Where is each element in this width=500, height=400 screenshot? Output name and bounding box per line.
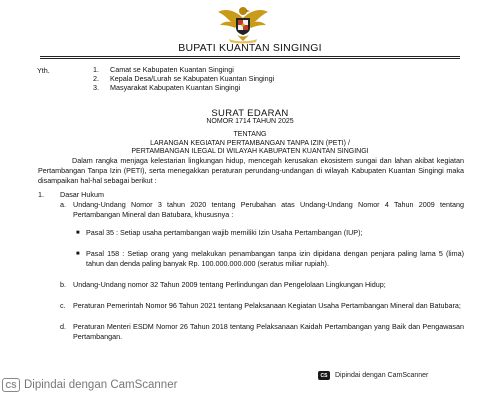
bullet-icon: ■ — [76, 230, 80, 236]
issuer-title: BUPATI KUANTAN SINGINGI — [178, 42, 322, 54]
header-divider-thin — [40, 56, 460, 57]
addressee-label: Yth. — [37, 66, 50, 75]
camscanner-watermark-large — [2, 378, 177, 392]
garuda-emblem-icon — [215, 4, 271, 44]
addressee-text: Masyarakat Kabupaten Kuantan Singingi — [110, 82, 241, 92]
intro-paragraph: Dalam rangka menjaga kelestarian lingkungan hidup, mencegah kerusakan ekosistem sungai dan lahan akibat kegiatan Pertambangan Tanpa Izin (PETI), serta menegakkan peraturan perundang-undangan di wilayah Kabupaten Kuantan Singingi maka disampaikan hal-hal sebagai berikut : — [38, 156, 464, 185]
addressee-number: 3. — [93, 82, 99, 92]
subject-line-1: LARANGAN KEGIATAN PERTAMBANGAN TANPA IZIN (PETI) / — [150, 139, 350, 147]
law-item — [60, 322, 464, 342]
article-item — [76, 228, 464, 238]
camscanner-watermark-small — [318, 371, 428, 380]
law-marker: a. — [60, 200, 66, 209]
circular-subject — [0, 131, 500, 157]
watermark-large-text: Dipindai dengan CamScanner — [24, 379, 178, 391]
law-item — [60, 200, 464, 220]
subject-line-2: PERTAMBANGAN ILEGAL DI WILAYAH KABUPATEN KUANTAN SINGINGI — [131, 148, 369, 156]
law-marker: c. — [60, 301, 66, 310]
law-text: Undang-Undang Nomor 3 tahun 2020 tentang Perubahan atas Undang-Undang Nomor 4 Tahun 2009 tentang Pertambangan Mineral dan Batubara, khususnya : — [73, 200, 464, 219]
bullet-icon: ■ — [76, 251, 80, 257]
addressee-item — [93, 84, 274, 93]
addressee-number: 2. — [93, 73, 99, 83]
section-title: Dasar Hukum — [60, 190, 104, 199]
article-text: Pasal 158 : Setiap orang yang melakukan penambangan tanpa izin dipidana dengan penjara paling lama 5 (lima) tahun dan denda paling banyak Rp. 100.000.000.000 (seratus miliar rupiah). — [86, 249, 464, 268]
section-legal-basis — [38, 190, 104, 199]
addressee-number: 1. — [93, 65, 99, 74]
law-text: Peraturan Menteri ESDM Nomor 26 Tahun 2018 tentang Pelaksanaan Kaidah Pertambangan yang Baik dan Pengawasan Pertambangan. — [73, 322, 464, 341]
law-text: Undang-Undang nomor 32 Tahun 2009 tentang Perlindungan dan Pengelolaan Lingkungan Hidup; — [73, 280, 386, 289]
camscanner-logo-icon: CS — [318, 371, 330, 380]
circular-title: SURAT EDARAN — [211, 108, 289, 119]
addressee-text: Camat se Kabupaten Kuantan Singingi — [110, 65, 234, 74]
addressee-text: Kepala Desa/Lurah se Kabupaten Kuantan Singingi — [110, 73, 275, 83]
law-marker: b. — [60, 280, 66, 289]
law-item — [60, 301, 464, 311]
law-marker: d. — [60, 322, 66, 331]
section-number: 1. — [38, 190, 44, 199]
article-text: Pasal 35 : Setiap usaha pertambangan wajib memiliki Izin Usaha Pertambangan (IUP); — [86, 228, 363, 237]
circular-number: NOMOR 1714 TAHUN 2025 — [206, 118, 294, 125]
camscanner-logo-icon: CS — [2, 378, 20, 392]
addressee-list — [93, 66, 274, 92]
law-text: Peraturan Pemerintah Nomor 96 Tahun 2021 tentang Pelaksanaan Kegiatan Usaha Pertambangan Mineral dan Batubara; — [73, 301, 461, 310]
article-item — [76, 249, 464, 269]
watermark-small-text: Dipindai dengan CamScanner — [335, 372, 429, 379]
header-divider-thick — [40, 58, 460, 59]
law-item — [60, 280, 464, 290]
about-label: TENTANG — [233, 131, 267, 138]
